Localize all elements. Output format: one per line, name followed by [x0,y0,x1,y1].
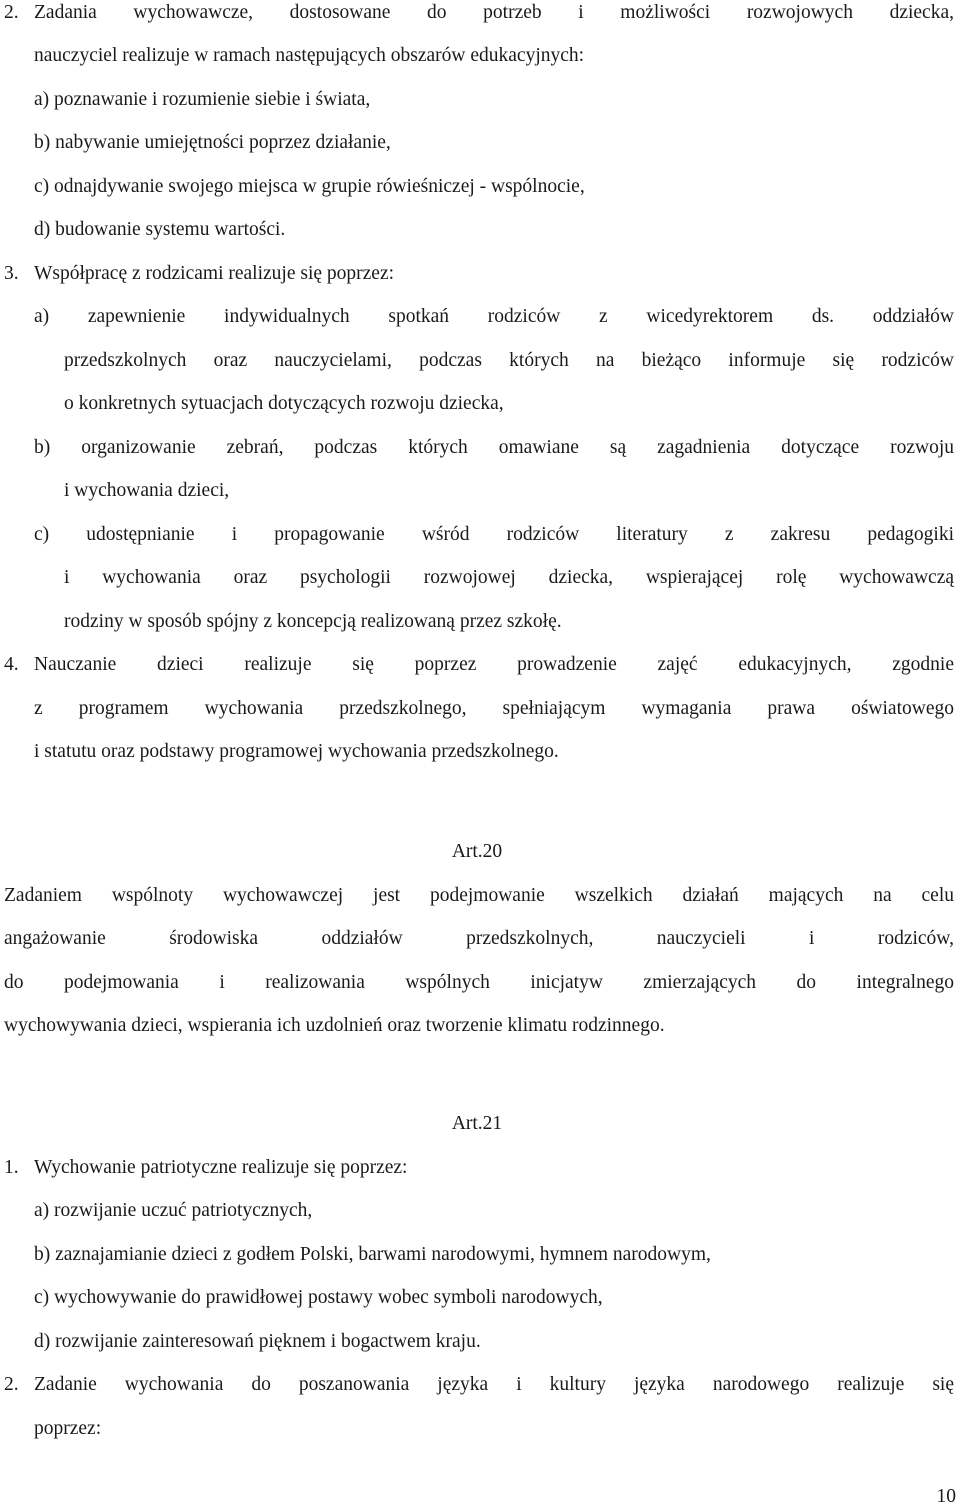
item-number: 4. [4,654,19,675]
item-number: 3. [4,263,19,284]
paragraph-line: do podejmowania i realizowania wspólnych inicjatyw zmierzających do integralnego [4,972,954,993]
paragraph-line: z programem wychowania przedszkolnego, spełniającym wymagania prawa oświatowego [34,698,954,719]
list-item: b) organizowanie zebrań, podczas których omawiane są zagadnienia dotyczące rozwoju [34,437,954,458]
item-number: 1. [4,1157,19,1178]
paragraph-line: poprzez: [34,1418,102,1439]
list-item: a) zapewnienie indywidualnych spotkań rodziców z wicedyrektorem ds. oddziałów [34,306,954,327]
list-item: d) budowanie systemu wartości. [34,219,286,240]
list-item: a) poznawanie i rozumienie siebie i świata, [34,89,371,110]
list-item-continuation: rodziny w sposób spójny z koncepcją realizowaną przez szkołę. [64,611,562,632]
item-text: Zadania wychowawcze, dostosowane do potrzeb i możliwości rozwojowych dziecka, [34,2,954,23]
list-item: b) zaznajamianie dzieci z godłem Polski, barwami narodowymi, hymnem narodowym, [34,1244,711,1265]
list-item: c) wychowywanie do prawidłowej postawy wobec symboli narodowych, [34,1287,603,1308]
list-item-continuation: i wychowania oraz psychologii rozwojowej dziecka, wspierającej rolę wychowawczą [64,567,954,588]
item-text: Współpracę z rodzicami realizuje się poprzez: [34,263,395,284]
paragraph-line: i statutu oraz podstawy programowej wychowania przedszkolnego. [34,741,559,762]
paragraph-line: Zadaniem wspólnoty wychowawczej jest podejmowanie wszelkich działań mających na celu [4,885,954,906]
list-item-continuation: i wychowania dzieci, [64,480,230,501]
item-text: Wychowanie patriotyczne realizuje się poprzez: [34,1157,408,1178]
paragraph-line: wychowywania dzieci, wspierania ich uzdolnień oraz tworzenie klimatu rodzinnego. [4,1015,665,1036]
list-item-continuation: przedszkolnych oraz nauczycielami, podczas których na bieżąco informuje się rodziców [64,350,954,371]
list-item: a) rozwijanie uczuć patriotycznych, [34,1200,313,1221]
paragraph-line: angażowanie środowiska oddziałów przedszkolnych, nauczycieli i rodziców, [4,928,954,949]
list-item: c) odnajdywanie swojego miejsca w grupie rówieśniczej - wspólnocie, [34,176,585,197]
article-heading: Art.20 [451,841,503,862]
page-number: 10 [936,1486,956,1507]
article-heading: Art.21 [451,1113,503,1134]
list-item: c) udostępnianie i propagowanie wśród rodziców literatury z zakresu pedagogiki [34,524,954,545]
list-item: d) rozwijanie zainteresowań pięknem i bogactwem kraju. [34,1331,481,1352]
list-item: b) nabywanie umiejętności poprzez działanie, [34,132,391,153]
list-item-continuation: o konkretnych sytuacjach dotyczących rozwoju dziecka, [64,393,504,414]
item-number: 2. [4,1374,19,1395]
item-number: 2. [4,2,19,23]
item-text: Nauczanie dzieci realizuje się poprzez prowadzenie zajęć edukacyjnych, zgodnie [34,654,954,675]
item-text: Zadanie wychowania do poszanowania języka i kultury języka narodowego realizuje się [34,1374,954,1395]
item2-second-line: nauczyciel realizuje w ramach następujących obszarów edukacyjnych: [34,45,585,66]
